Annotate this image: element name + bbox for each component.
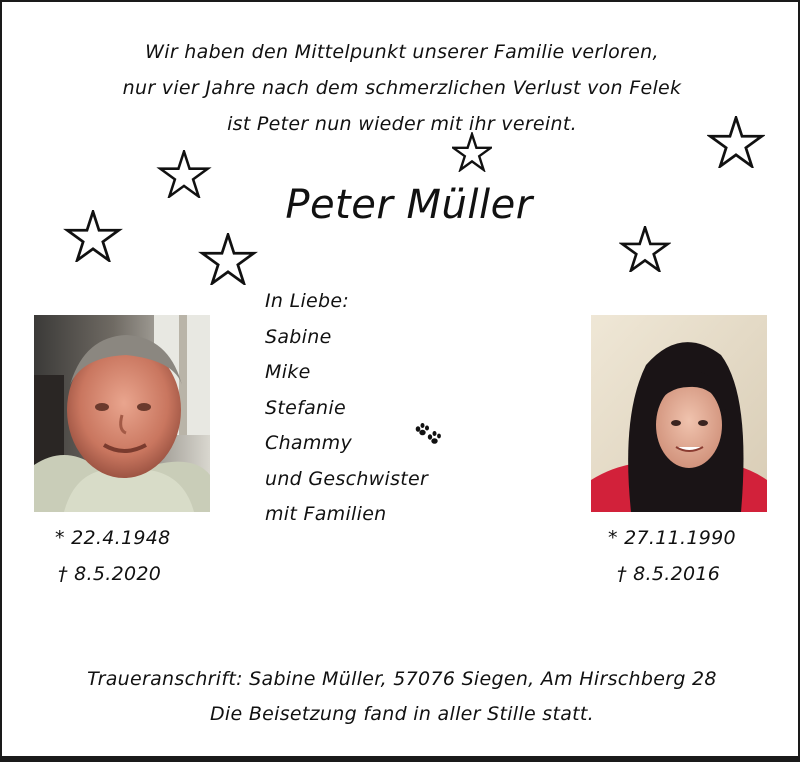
star-icon	[452, 132, 492, 172]
intro-line-3: ist Peter nun wieder mit ihr vereint.	[227, 113, 577, 135]
birth-date: * 22.4.1948	[55, 527, 171, 549]
right-person-dates	[608, 520, 736, 592]
intro-line-1: Wir haben den Mittelpunkt unserer Familie verloren,	[145, 41, 659, 63]
mourner-name: Chammy	[265, 432, 353, 454]
portrait-photo-right	[591, 315, 767, 512]
mourner-name: Stefanie	[265, 396, 346, 419]
star-icon	[195, 233, 261, 285]
death-date: † 8.5.2016	[617, 563, 721, 585]
portrait-photo-left	[34, 315, 210, 512]
star-icon	[619, 226, 671, 272]
mourner-name: mit Familien	[265, 503, 387, 525]
paw-print-icon	[413, 422, 441, 450]
burial-note: Die Beisetzung fand in aller Stille statt.	[209, 703, 595, 725]
intro-line-2: nur vier Jahre nach dem schmerzlichen Verlust von Felek	[122, 77, 682, 99]
intro-text	[2, 34, 800, 142]
mourner-name: Mike	[265, 361, 311, 383]
mourner-name: und Geschwister	[265, 467, 429, 490]
deceased-name: Peter Müller	[285, 182, 533, 228]
mourning-address: Traueranschrift: Sabine Müller, 57076 Siegen, Am Hirschberg 28	[87, 668, 717, 690]
star-icon	[63, 210, 123, 262]
left-person-dates	[55, 520, 171, 592]
mourners-list	[265, 284, 428, 533]
star-icon	[707, 116, 765, 168]
birth-date: * 27.11.1990	[608, 527, 736, 549]
mourners-heading: In Liebe:	[265, 290, 350, 312]
footer	[2, 662, 800, 732]
death-date: † 8.5.2020	[58, 563, 162, 585]
mourner-name: Sabine	[265, 325, 332, 348]
